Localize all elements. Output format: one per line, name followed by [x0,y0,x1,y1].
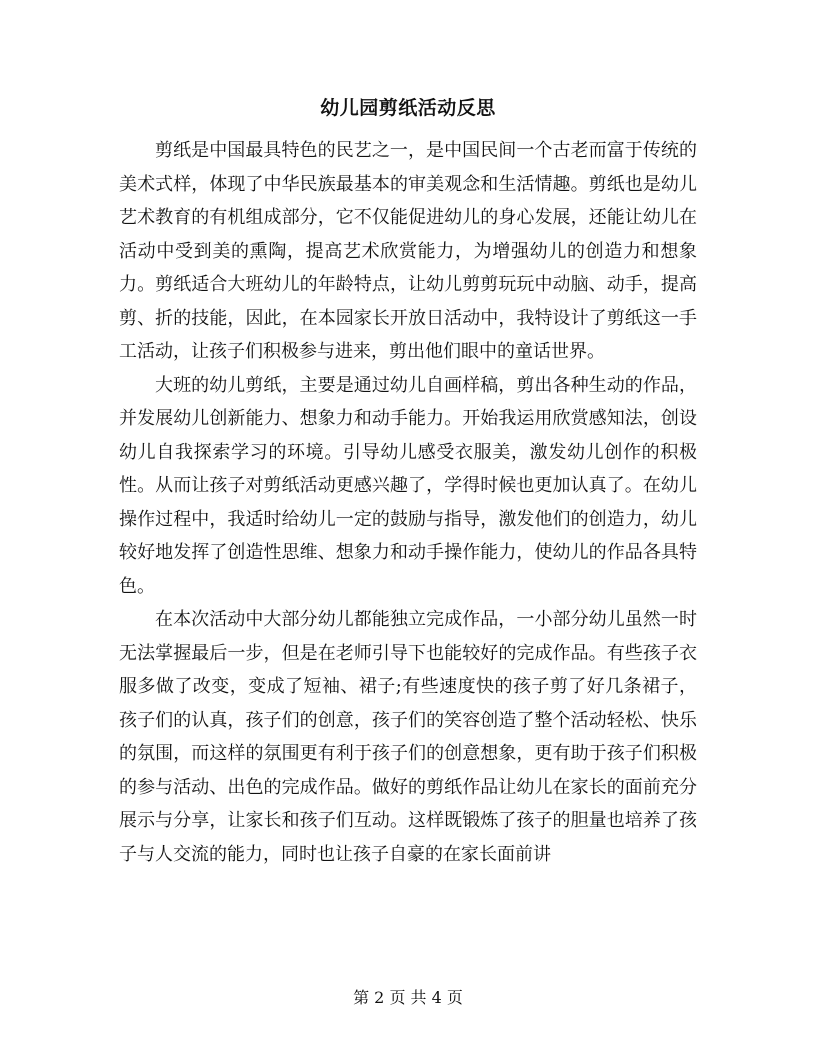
page-number-footer: 第 2 页 共 4 页 [353,988,463,1007]
page-title: 幼儿园剪纸活动反思 [320,97,496,119]
paragraph-2: 大班的幼儿剪纸，主要是通过幼儿自画样稿，剪出各种生动的作品，并发展幼儿创新能力、想象力和动手能力。开始我运用欣赏感知法，创设幼儿自我探索学习的环境。引导幼儿感受衣服美，激发幼儿创作的积极性。从而让孩子对剪纸活动更感兴趣了，学得时候也更加认真了。在幼儿操作过程中，我适时给幼儿一定的鼓励与指导，激发他们的创造力，幼儿较好地发挥了创造性思维、想象力和动手操作能力，使幼儿的作品各具特色。 [119,374,697,597]
paragraph-1: 剪纸是中国最具特色的民艺之一，是中国民间一个古老而富于传统的美术式样，体现了中华民族最基本的审美观念和生活情趣。剪纸也是幼儿艺术教育的有机组成部分，它不仅能促进幼儿的身心发展，还能让幼儿在活动中受到美的熏陶，提高艺术欣赏能力，为增强幼儿的创造力和想象力。剪纸适合大班幼儿的年龄特点，让幼儿剪剪玩玩中动脑、动手，提高剪、折的技能，因此，在本园家长开放日活动中，我特设计了剪纸这一手工活动，让孩子们积极参与进来，剪出他们眼中的童话世界。 [119,140,697,362]
document-body [119,134,697,871]
paragraph-3: 在本次活动中大部分幼儿都能独立完成作品，一小部分幼儿虽然一时无法掌握最后一步，但是在老师引导下也能较好的完成作品。有些孩子衣服多做了改变，变成了短袖、裙子;有些速度快的孩子剪了好几条裙子，孩子们的认真，孩子们的创意，孩子们的笑容创造了整个活动轻松、快乐的氛围，而这样的氛围更有利于孩子们的创意想象，更有助于孩子们积极的参与活动、出色的完成作品。做好的剪纸作品让幼儿在家长的面前充分展示与分享，让家长和孩子们互动。这样既锻炼了孩子的胆量也培养了孩子与人交流的能力，同时也让孩子自豪的在家长面前讲 [119,609,697,865]
